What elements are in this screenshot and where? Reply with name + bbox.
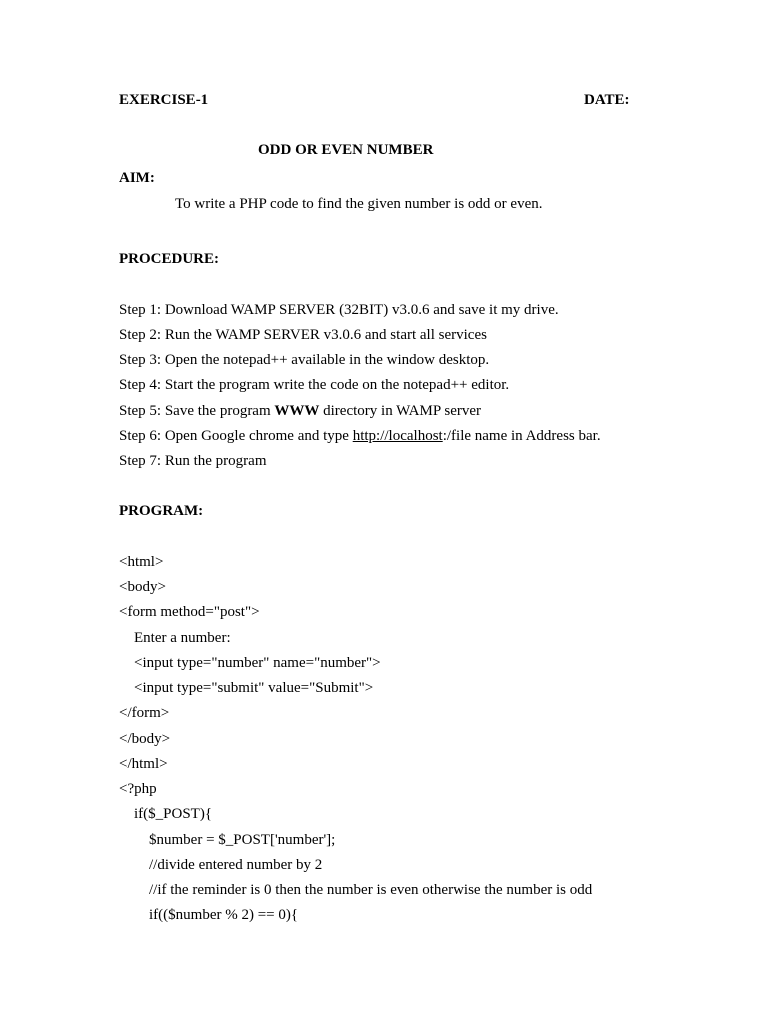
program-heading: PROGRAM: bbox=[119, 503, 204, 519]
www-directory-name: WWW bbox=[274, 403, 320, 419]
code-line-10: <?php bbox=[119, 781, 157, 797]
aim-text: To write a PHP code to find the given number is odd or even. bbox=[175, 196, 543, 212]
step-6-text-start: Step 6: Open Google chrome and type bbox=[119, 428, 353, 444]
code-line-8: </body> bbox=[119, 731, 171, 747]
document-title: ODD OR EVEN NUMBER bbox=[258, 142, 434, 158]
date-label: DATE: bbox=[584, 92, 630, 108]
code-line-2: <body> bbox=[119, 579, 166, 595]
procedure-step-4: Step 4: Start the program write the code on the notepad++ editor. bbox=[119, 377, 510, 393]
procedure-step-1: Step 1: Download WAMP SERVER (32BIT) v3.0.6 and save it my drive. bbox=[119, 302, 559, 318]
code-line-1: <html> bbox=[119, 554, 164, 570]
code-line-11: if($_POST){ bbox=[134, 806, 213, 822]
exercise-label: EXERCISE-1 bbox=[119, 92, 209, 108]
code-line-5: <input type="number" name="number"> bbox=[134, 655, 381, 671]
code-line-3: <form method="post"> bbox=[119, 604, 260, 620]
code-line-4: Enter a number: bbox=[134, 630, 231, 646]
localhost-link[interactable]: http://localhost bbox=[352, 428, 443, 444]
code-line-6: <input type="submit" value="Submit"> bbox=[134, 680, 374, 696]
procedure-step-3: Step 3: Open the notepad++ available in the window desktop. bbox=[119, 352, 490, 368]
step-5-text-end: directory in WAMP server bbox=[319, 403, 482, 419]
code-line-14: //if the reminder is 0 then the number is even otherwise the number is odd bbox=[149, 882, 593, 898]
procedure-step-5 bbox=[119, 402, 481, 420]
code-line-15: if(($number % 2) == 0){ bbox=[149, 907, 299, 923]
aim-heading: AIM: bbox=[119, 170, 155, 186]
procedure-step-7: Step 7: Run the program bbox=[119, 453, 267, 469]
code-line-9: </html> bbox=[119, 756, 168, 772]
procedure-heading: PROCEDURE: bbox=[119, 251, 219, 267]
procedure-step-2: Step 2: Run the WAMP SERVER v3.0.6 and start all services bbox=[119, 327, 487, 343]
step-5-text-start: Step 5: Save the program bbox=[119, 403, 275, 419]
code-line-12: $number = $_POST['number']; bbox=[149, 832, 336, 848]
code-line-13: //divide entered number by 2 bbox=[149, 857, 323, 873]
procedure-step-6 bbox=[119, 427, 601, 445]
step-6-text-end: :/file name in Address bar. bbox=[442, 428, 601, 444]
code-line-7: </form> bbox=[119, 705, 170, 721]
